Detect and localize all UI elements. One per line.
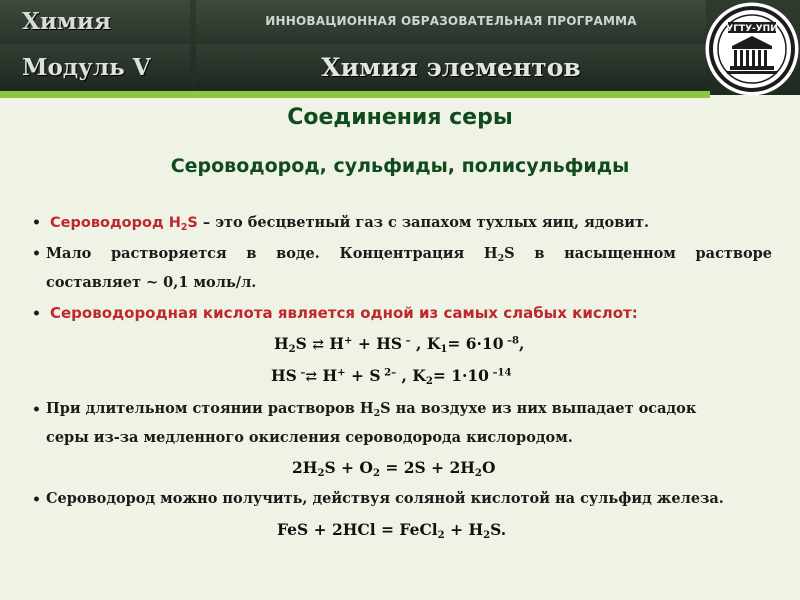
equation-preparation: FeS + 2HCl = FeCl$_2$ + $H_2S$. xyxy=(277,520,507,542)
paragraph-weak-acid: Сероводородная кислота является одной из самых слабых кислот: xyxy=(50,304,638,322)
logo-emblem-icon xyxy=(705,2,799,96)
header-bar xyxy=(0,0,800,95)
paragraph-solubility-line2: составляет ~ 0,1 моль/л. xyxy=(46,274,257,291)
header-module-cell xyxy=(0,44,190,90)
bullet-dot: • xyxy=(32,306,41,322)
paragraph-preparation: Сероводород можно получить, действуя соляной кислотой на сульфид железа. xyxy=(46,490,724,507)
paragraph-hydrogen-sulfide: Сероводород $H_2S$ – это бесцветный газ с запахом тухлых яиц, ядовит. xyxy=(50,214,650,233)
equation-dissociation-1: $H_2S$ ⇄ H+ + HS – , $K_1= 6\cdot 10$ $^{-8}$, xyxy=(274,334,525,356)
header-subject: Химия элементов xyxy=(321,52,581,82)
header-program: ИННОВАЦИОННАЯ ОБРАЗОВАТЕЛЬНАЯ ПРОГРАММА xyxy=(265,14,637,28)
equilibrium-arrow-icon: ⇄ xyxy=(305,369,318,385)
paragraph-oxidation-line1: При длительном стоянии растворов $H_2S$ на воздухе из них выпадает осадок xyxy=(46,400,697,419)
logo-text: УГТУ-УПИ xyxy=(726,24,778,34)
header-title-cell xyxy=(0,0,190,42)
accent-stripe xyxy=(0,91,710,98)
header-subject-cell xyxy=(196,44,706,90)
slide-heading: Соединения серы xyxy=(287,105,513,130)
paragraph-solubility-line1: Мало растворяется в воде. Концентрация $H_2S$ в насыщенном растворе xyxy=(46,245,772,264)
bullet-dot: • xyxy=(32,492,41,508)
university-logo xyxy=(705,2,799,96)
bullet-dot: • xyxy=(32,402,41,418)
bullet-dot: • xyxy=(32,246,41,262)
term-hydrogen-sulfide: Сероводород $H_2S$ xyxy=(50,215,198,233)
header-module: Модуль V xyxy=(22,53,151,81)
slide-subheading: Сероводород, сульфиды, полисульфиды xyxy=(170,155,630,177)
header-program-cell xyxy=(196,0,706,42)
paragraph-oxidation-line2: серы из-за медленного окисления сероводорода кислородом. xyxy=(46,429,573,446)
bullet-dot: • xyxy=(32,215,41,231)
equation-dissociation-2: HS –⇄ H+ + S $^{2-}$ , $K_2= 1\cdot 10$ $^{-14}$ xyxy=(271,366,512,388)
equilibrium-arrow-icon: ⇄ xyxy=(312,337,324,353)
equation-oxidation: $2H_2S + O_2 = 2S + 2H_2O$ xyxy=(292,458,496,480)
header-title: Химия xyxy=(22,7,111,35)
